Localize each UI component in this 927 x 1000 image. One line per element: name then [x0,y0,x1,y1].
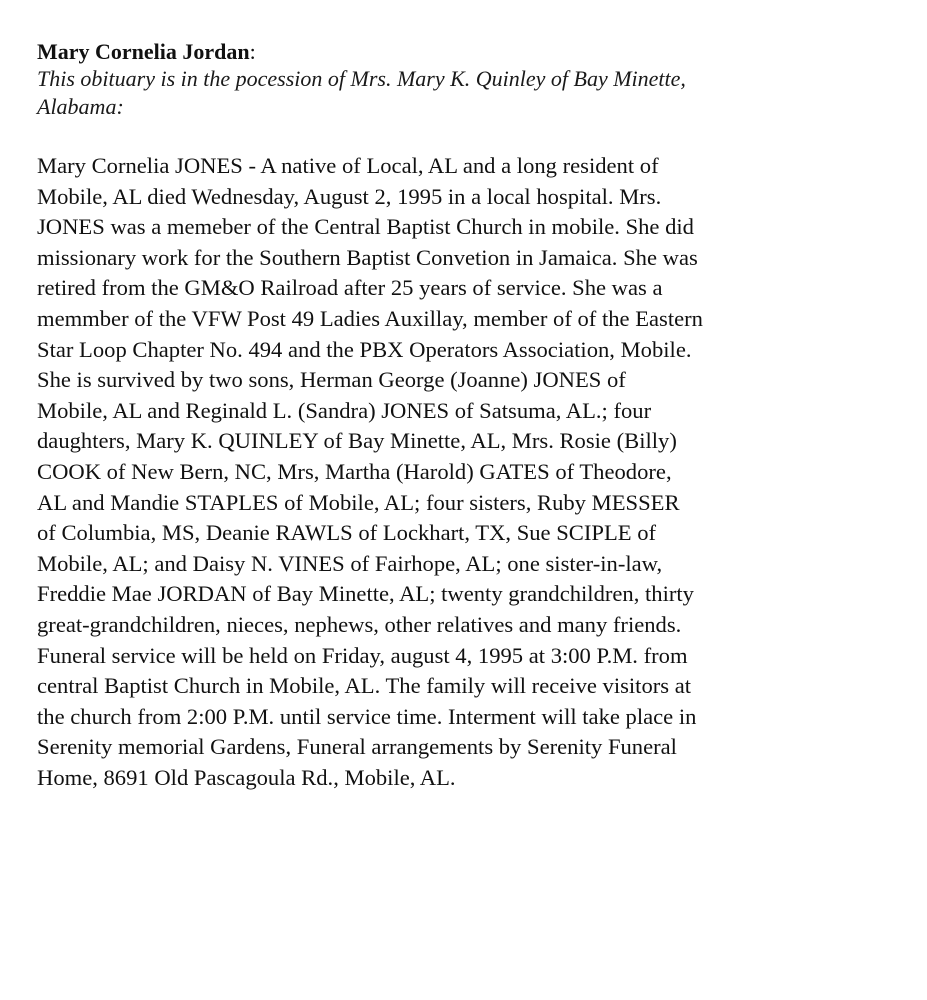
obituary-line: Freddie Mae JORDAN of Bay Minette, AL; twenty grandchildren, thirty [37,581,694,607]
obituary-line: Mobile, AL died Wednesday, August 2, 1995 in a local hospital. Mrs. [37,183,662,209]
obituary-line: daughters, Mary K. QUINLEY of Bay Minette, AL, Mrs. Rosie (Billy) [37,428,677,454]
obituary-line: AL and Mandie STAPLES of Mobile, AL; four sisters, Ruby MESSER [37,489,680,515]
obituary-document [37,38,897,793]
document-title [37,38,897,65]
obituary-line: missionary work for the Southern Baptist Convetion in Jamaica. She was [37,244,698,270]
obituary-line: Mobile, AL and Reginald L. (Sandra) JONES of Satsuma, AL.; four [37,397,652,423]
source-note [37,65,897,121]
obituary-line: She is survived by two sons, Herman George (Joanne) JONES of [37,367,626,393]
source-note-line: This obituary is in the pocession of Mrs. Mary K. Quinley of Bay Minette, [37,66,686,91]
obituary-line: memmber of the VFW Post 49 Ladies Auxillay, member of of the Eastern [37,305,703,331]
obituary-line: great-grandchildren, nieces, nephews, other relatives and many friends. [37,611,682,637]
obituary-line: Mary Cornelia JONES - A native of Local, AL and a long resident of [37,153,659,178]
obituary-line: JONES was a memeber of the Central Baptist Church in mobile. She did [37,214,694,240]
obituary-line: of Columbia, MS, Deanie RAWLS of Lockhart, TX, Sue SCIPLE of [37,520,657,546]
obituary-line: the church from 2:00 P.M. until service time. Interment will take place in [37,703,697,729]
source-note-line: Alabama: [37,94,124,119]
title-colon: : [249,39,256,64]
obituary-line: Funeral service will be held on Friday, august 4, 1995 at 3:00 P.M. from [37,642,688,668]
obituary-line: Serenity memorial Gardens, Funeral arrangements by Serenity Funeral [37,734,677,760]
obituary-line: Star Loop Chapter No. 494 and the PBX Operators Association, Mobile. [37,336,692,362]
obituary-line: COOK of New Bern, NC, Mrs, Martha (Harold) GATES of Theodore, [37,458,672,484]
obituary-body [37,151,897,793]
title-name: Mary Cornelia Jordan [37,39,250,64]
obituary-line: Home, 8691 Old Pascagoula Rd., Mobile, AL. [37,764,456,790]
obituary-line: Mobile, AL; and Daisy N. VINES of Fairhope, AL; one sister-in-law, [37,550,663,576]
obituary-line: retired from the GM&O Railroad after 25 years of service. She was a [37,275,663,301]
obituary-line: central Baptist Church in Mobile, AL. The family will receive visitors at [37,673,692,699]
